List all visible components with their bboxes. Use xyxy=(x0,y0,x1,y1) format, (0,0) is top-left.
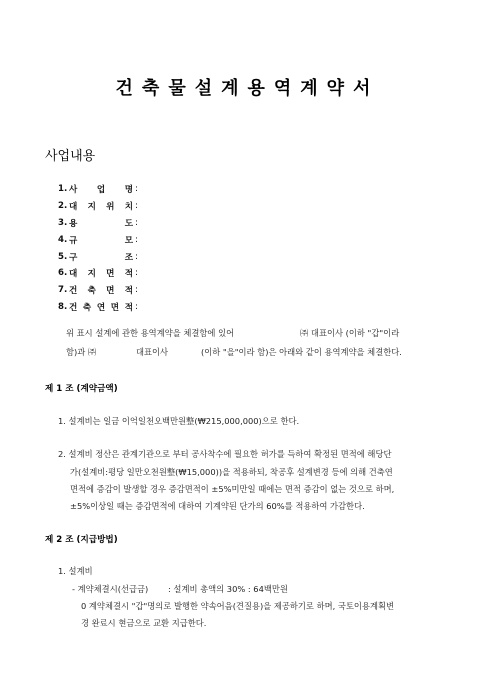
item-label xyxy=(69,217,133,229)
item-number: 2. xyxy=(58,201,68,212)
item-label-char: 적 xyxy=(124,286,133,297)
clause-1-item-2-line-1: 2. 설계비 정산은 관계기관으로 부터 공사착수에 필요한 허가를 득하여 확정된 면적에 해당단 xyxy=(58,449,392,459)
item-label xyxy=(69,183,133,195)
project-item xyxy=(58,231,138,248)
item-label-char: 위 xyxy=(106,202,115,213)
item-label xyxy=(69,284,133,296)
item-colon: : xyxy=(135,234,138,245)
item-label xyxy=(69,200,133,212)
intro-line-2b: 대표이사 xyxy=(136,347,169,357)
item-label xyxy=(69,267,133,279)
clause-2-sub-1a: - 계약체결시(선급금) xyxy=(72,584,149,594)
clause-1-item-1: 1. 설계비는 일금 이억일천오백만원整(₩215,000,000)으로 한다. xyxy=(58,416,300,426)
item-label-char: 적 xyxy=(124,302,133,313)
item-label-char: 건 xyxy=(69,286,78,297)
item-colon: : xyxy=(135,251,138,262)
clause-1-item-2-line-3: 면적에 증감이 발생할 경우 증감면적이 ±5%미만일 때에는 면적 증감이 없는 것으로 하며, xyxy=(70,484,395,494)
item-label-char: 규 xyxy=(69,235,78,246)
item-label-char: 도 xyxy=(124,218,133,229)
document-title: 건축물설계용역계약서 xyxy=(115,78,380,99)
item-label-char: 치 xyxy=(124,202,133,213)
intro-line-2a: 함)과 ㈜ xyxy=(66,347,97,357)
item-label-char: 지 xyxy=(87,269,96,280)
project-item xyxy=(58,265,138,282)
item-label xyxy=(69,301,133,313)
item-label-char: 사 xyxy=(69,185,78,196)
clause-2-item-1: 1. 설계비 xyxy=(58,566,93,576)
item-number: 8. xyxy=(58,301,68,312)
project-item xyxy=(58,282,138,299)
item-label-char: 건 xyxy=(69,302,78,313)
item-label-char: 조 xyxy=(124,252,133,263)
item-number: 4. xyxy=(58,234,68,245)
project-item xyxy=(58,215,138,232)
item-label-char: 업 xyxy=(96,185,106,196)
item-number: 7. xyxy=(58,285,68,296)
item-label-char: 면 xyxy=(110,302,120,313)
item-label-char: 구 xyxy=(69,252,78,263)
item-label-char: 대 xyxy=(69,269,78,280)
clause-2-sub-2: 0 계약체결시 "갑"명의로 발행한 약속어음(견질용)을 제공하기로 하며, 국토이용계획변 xyxy=(81,601,394,611)
item-number: 1. xyxy=(58,184,68,195)
item-label-char: 대 xyxy=(69,202,78,213)
item-label-char: 면 xyxy=(106,269,115,280)
item-number: 3. xyxy=(58,217,68,228)
item-label-char: 지 xyxy=(87,202,96,213)
clause-1-item-2-line-4: ±5%이상일 때는 증감면적에 대하여 기계약된 단가의 60%를 적용하여 가감한다. xyxy=(70,501,365,511)
clause-2-heading: 제 2 조 (지급방법) xyxy=(45,535,118,545)
item-label-char: 면 xyxy=(106,286,115,297)
section-heading: 사업내용 xyxy=(45,149,96,164)
intro-line-1a: 위 표시 설계에 관한 용역계약을 체결함에 있어 xyxy=(66,328,235,338)
item-number: 6. xyxy=(58,268,68,279)
item-colon: : xyxy=(135,201,138,212)
clause-1-item-2-line-2: 가(설계비:평당 일만오천원整(₩15,000))을 적용하되, 착공후 설계변경 등에 의해 건축연 xyxy=(70,467,393,477)
item-label xyxy=(69,234,133,246)
item-label-char: 적 xyxy=(124,269,133,280)
item-label-char: 명 xyxy=(124,185,133,196)
item-label-char: 축 xyxy=(82,302,92,313)
item-label-char: 축 xyxy=(87,286,96,297)
item-label-char: 용 xyxy=(69,218,78,229)
item-label-char: 모 xyxy=(124,235,133,246)
intro-line-1b: ㈜ 대표이사 (이하 "갑"이라 xyxy=(300,328,400,338)
item-label xyxy=(69,251,133,263)
project-item xyxy=(58,181,138,198)
item-colon: : xyxy=(135,285,138,296)
intro-line-2c: (이하 "을"이라 함)은 아래와 같이 용역계약을 체결한다. xyxy=(201,347,402,357)
project-item xyxy=(58,299,138,316)
item-colon: : xyxy=(135,301,138,312)
project-item xyxy=(58,248,138,265)
project-item xyxy=(58,198,138,215)
item-number: 5. xyxy=(58,251,68,262)
item-colon: : xyxy=(135,184,138,195)
clause-2-sub-3: 경 완료시 현금으로 교환 지급한다. xyxy=(81,618,207,628)
item-colon: : xyxy=(135,217,138,228)
item-label-char: 연 xyxy=(96,302,106,313)
clause-1-heading: 제 1 조 (계약금액) xyxy=(45,384,118,394)
project-items-list xyxy=(58,181,138,315)
item-colon: : xyxy=(135,268,138,279)
clause-2-sub-1b: : 설계비 총액의 30% : 64백만원 xyxy=(168,584,288,594)
